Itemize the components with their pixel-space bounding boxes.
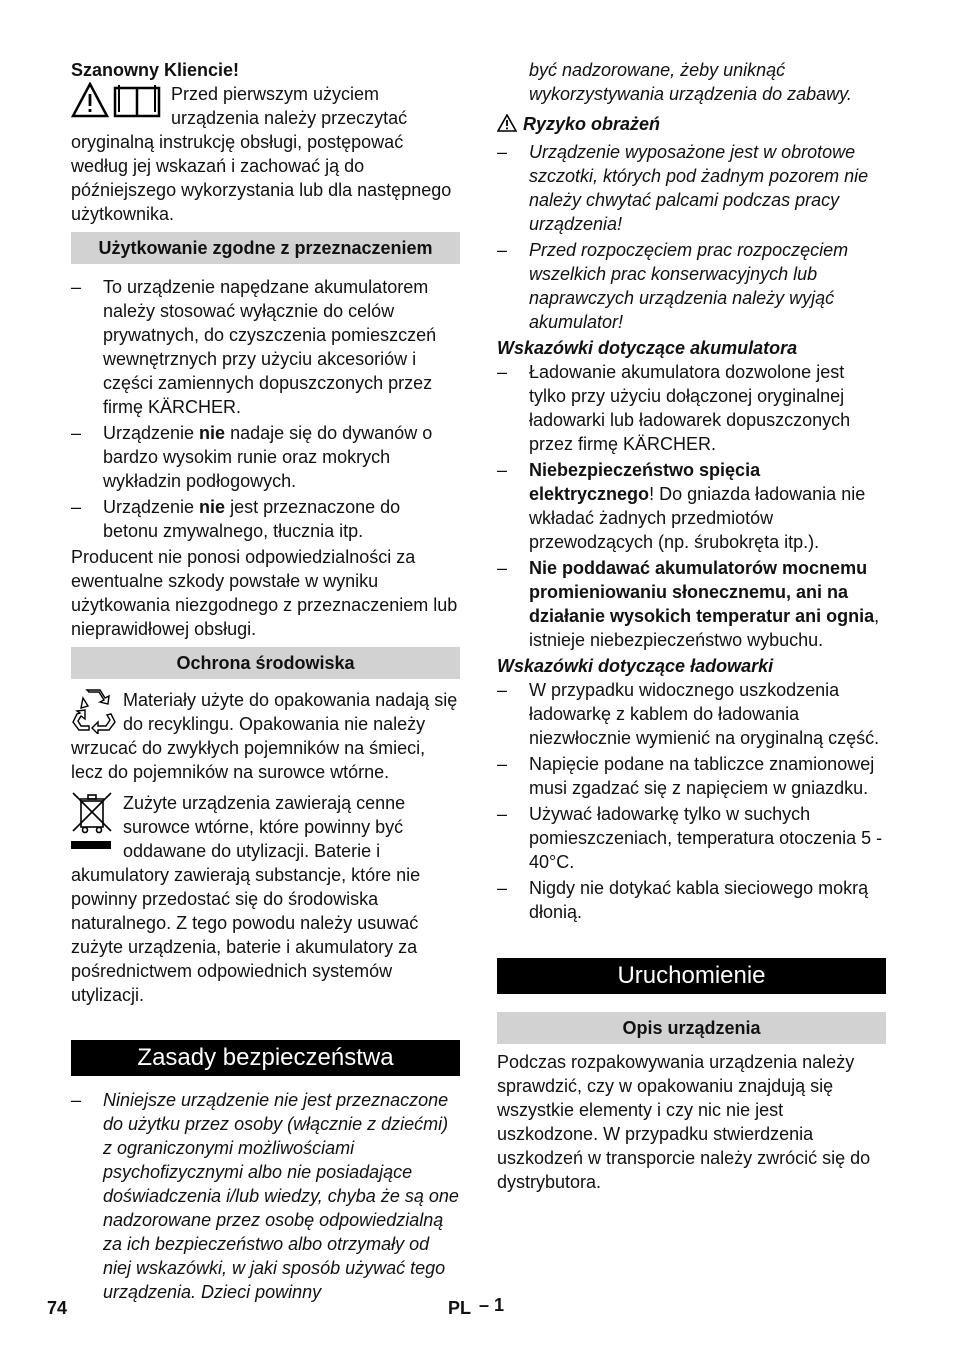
usage-list — [71, 275, 460, 543]
left-column — [71, 58, 460, 1304]
list-item: – Urządzenie nie jest przeznaczone do betonu zmywalnego, tłucznia itp. — [71, 497, 401, 541]
charger-list — [497, 678, 886, 924]
page-number: 74 — [47, 1298, 68, 1318]
intro-text: Przed pierwszym użyciem urządzenia należy przeczytać oryginalną instrukcję obsługi, postępować według jej wskazań i zachować ją do późniejszego wykorzystania lub dla następnego użytkownika. — [71, 84, 452, 224]
greeting: Szanowny Kliencie! — [71, 60, 240, 80]
list-item: – Przed rozpoczęciem prac rozpoczęciem wszelkich prac konserwacyjnych lub naprawczych urządzenia należy wyjąć akumulator! — [497, 240, 849, 332]
list-item: – Urządzenie nie nadaje się do dywanów o bardzo wysokim runie oraz mokrych wykładzin podłogowych. — [71, 423, 433, 491]
battery-heading: Wskazówki dotyczące akumulatora — [497, 338, 798, 358]
injury-list — [497, 140, 886, 334]
usage-heading: Użytkowanie zgodne z przeznaczeniem — [71, 232, 460, 264]
description-text: Podczas rozpakowywania urządzenia należy sprawdzić, czy w opakowaniu znajdują się wszystkie elementy i czy nic nie jest uszkodzone. W przypadku stwierdzenia uszkodzeń w transporcie należy zwrócić się do dystrybutora. — [497, 1052, 871, 1192]
disposal-block — [71, 791, 460, 1007]
warning-manual-icon — [71, 82, 163, 118]
recycle-block — [71, 688, 460, 784]
list-item: – Używać ładowarkę tylko w suchych pomieszczeniach, temperatura otoczenia 5 - 40°C. — [497, 804, 883, 872]
list-item: – Ładowanie akumulatora dozwolone jest tylko przy użyciu dołączonej oryginalnej ładowarki lub ładowarek dopuszczonych przez firmę KÄRCHER. — [497, 362, 851, 454]
intro-block — [71, 82, 460, 226]
battery-list — [497, 360, 886, 652]
description-heading: Opis urządzenia — [497, 1012, 886, 1044]
safety-continuation: być nadzorowane, żeby uniknąć wykorzystywania urządzenia do zabawy. — [529, 60, 852, 104]
list-item: – Nie poddawać akumulatorów mocnemu promieniowaniu słonecznemu, ani na działanie wysokich temperatur ani ognia, istnieje niebezpieczeństwo wybuchu. — [497, 558, 880, 650]
environment-heading: Ochrona środowiska — [71, 647, 460, 679]
warning-icon — [497, 114, 517, 132]
dash: – — [71, 277, 82, 297]
footer-language: PL – 1 — [448, 1295, 505, 1318]
recycle-icon — [71, 688, 117, 734]
recycle-text: Materiały użyte do opakowania nadają się do recyklingu. Opakowania nie należy wrzucać do zwykłych pojemników na śmieci, lecz do pojemników na surowce wtórne. — [71, 690, 458, 782]
crossed-bin-icon — [71, 791, 115, 853]
startup-heading: Uruchomienie — [497, 958, 886, 994]
list-item: – Nigdy nie dotykać kabla sieciowego mokrą dłonią. — [497, 878, 869, 922]
list-item: – To urządzenie napędzane akumulatorem należy stosować wyłącznie do celów prywatnych, do czyszczenia pomieszczeń wewnętrznych przy użyciu akcesoriów i części zamiennych dopuszczonych przez firmę KÄRCHER. — [71, 277, 437, 417]
right-column — [497, 58, 886, 1194]
charger-heading: Wskazówki dotyczące ładowarki — [497, 656, 774, 676]
usage-note: Producent nie ponosi odpowiedzialności za ewentualne szkody powstałe w wyniku użytkowania niezgodnego z przeznaczeniem lub nieprawidłowej obsługi. — [71, 547, 458, 639]
list-item: – W przypadku widocznego uszkodzenia ładowarkę z kablem do ładowania niezwłocznie wymienić na oryginalną część. — [497, 680, 880, 748]
disposal-text: Zużyte urządzenia zawierają cenne surowce wtórne, które powinny być oddawane do utylizacji. Baterie i akumulatory zawierają substancje, które nie powinny przedostać się do środowiska naturalnego. Z tego powodu należy usuwać zużyte urządzenia, baterie i akumulatory za pośrednictwem odpowiednich systemów utylizacji. — [71, 793, 421, 1005]
list-item: – Niebezpieczeństwo spięcia elektrycznego! Do gniazda ładowania nie wkładać żadnych przedmiotów przewodzących (np. śrubokręta itp.). — [497, 460, 866, 552]
safety-heading: Zasady bezpieczeństwa — [71, 1040, 460, 1076]
injury-heading: Ryzyko obrażeń — [497, 112, 886, 136]
list-item: – Niniejsze urządzenie nie jest przeznaczone do użytku przez osoby (włącznie z dziećmi) z ograniczonymi możliwościami psychofizycznymi albo nie posiadające doświadczenia i/lub wiedzy, chyba że są one nadzorowane przez osobę odpowiedzialną za ich bezpieczeństwo albo otrzymały od niej wskazówki, w jaki sposób używać tego urządzenia. Dzieci powinny — [71, 1090, 459, 1302]
list-item: – Urządzenie wyposażone jest w obrotowe szczotki, których pod żadnym pozorem nie należy chwytać palcami podczas pracy urządzenia! — [497, 142, 869, 234]
list-item: – Napięcie podane na tabliczce znamionowej musi zgadzać się z napięciem w gniazdku. — [497, 754, 875, 798]
